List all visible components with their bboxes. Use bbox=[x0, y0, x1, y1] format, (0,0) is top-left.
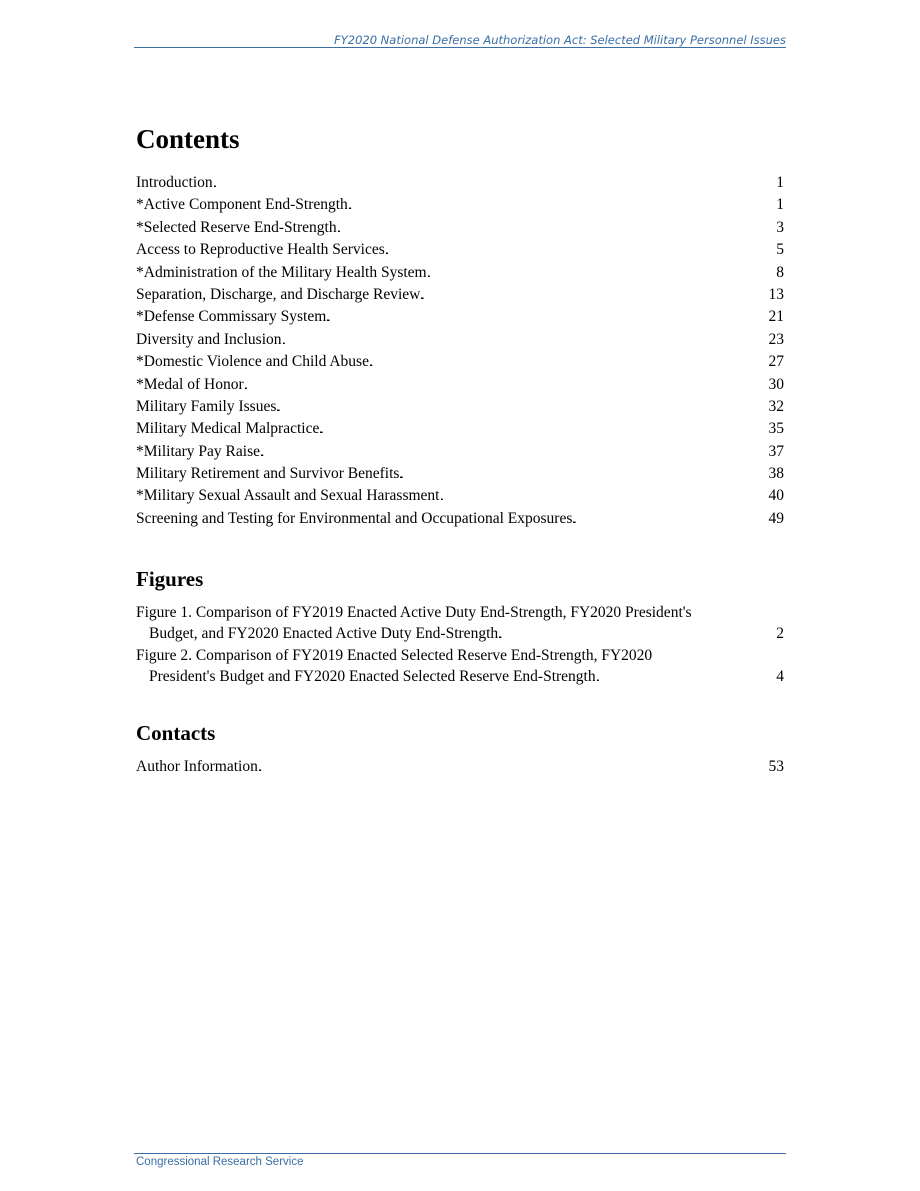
figure-entry[interactable] bbox=[136, 645, 784, 688]
leader-dots bbox=[370, 351, 767, 373]
contacts-list bbox=[136, 756, 784, 778]
toc-entry-title: Introduction bbox=[136, 174, 213, 191]
toc-entry[interactable] bbox=[136, 217, 784, 239]
toc-entry-page: 38 bbox=[768, 465, 784, 483]
toc-entry[interactable] bbox=[136, 374, 784, 396]
contact-entry[interactable] bbox=[136, 756, 784, 778]
toc-entry-page: 37 bbox=[768, 442, 784, 460]
toc-entry-page: 32 bbox=[768, 397, 784, 415]
toc-entry[interactable] bbox=[136, 418, 784, 440]
toc-entry-title: *Military Sexual Assault and Sexual Harassment bbox=[136, 487, 440, 505]
contacts-heading: Contacts bbox=[136, 721, 216, 745]
figures-heading: Figures bbox=[136, 567, 204, 591]
figure-entry-page: 2 bbox=[776, 625, 784, 642]
toc-entry-title: Military Family Issues bbox=[136, 397, 277, 415]
toc-entry-page: 27 bbox=[768, 353, 784, 371]
toc-entry-page: 8 bbox=[776, 263, 784, 281]
leader-dots bbox=[441, 485, 767, 507]
toc-entry-page: 5 bbox=[776, 241, 784, 259]
toc-entry-title: Screening and Testing for Environmental and Occupational Exposures bbox=[136, 509, 573, 527]
toc-entry-title: Military Medical Malpractice bbox=[136, 420, 320, 438]
toc-entry-title: Access to Reproductive Health Services bbox=[136, 241, 385, 259]
leader-dots bbox=[428, 262, 775, 284]
toc-entry[interactable] bbox=[136, 284, 784, 306]
toc-entry-title: *Domestic Violence and Child Abuse bbox=[136, 353, 369, 371]
toc-entry-title: *Active Component End-Strength bbox=[136, 196, 348, 214]
leader-dots bbox=[320, 418, 766, 440]
leader-dots bbox=[327, 306, 766, 328]
leader-dots bbox=[386, 239, 774, 261]
contact-entry-title: Author Information bbox=[136, 758, 258, 775]
toc-entry[interactable] bbox=[136, 463, 784, 485]
toc-entry[interactable] bbox=[136, 441, 784, 463]
figure-entry-title-line2: Budget, and FY2020 Enacted Active Duty End-Strength bbox=[149, 625, 499, 642]
toc-entry[interactable] bbox=[136, 329, 784, 351]
toc-entry-title: *Military Pay Raise bbox=[136, 442, 260, 460]
leader-dots bbox=[261, 441, 767, 463]
toc-entry[interactable] bbox=[136, 508, 784, 530]
figures-list bbox=[136, 602, 784, 689]
leader-dots bbox=[214, 172, 775, 194]
toc-entry-page: 1 bbox=[776, 196, 784, 214]
leader-dots bbox=[338, 217, 775, 239]
figure-entry-page: 4 bbox=[776, 668, 784, 686]
figure-entry[interactable] bbox=[136, 602, 784, 645]
toc-entry-title: *Defense Commissary System bbox=[136, 308, 327, 326]
figure-entry-title-line2: President's Budget and FY2020 Enacted Selected Reserve End-Strength bbox=[149, 668, 596, 686]
toc-entry-page: 30 bbox=[768, 375, 784, 393]
toc-entry-title: Diversity and Inclusion bbox=[136, 330, 282, 348]
toc-entry[interactable] bbox=[136, 306, 784, 328]
running-header: FY2020 National Defense Authorization Act: Selected Military Personnel Issues bbox=[334, 33, 786, 47]
leader-dots bbox=[421, 284, 766, 306]
figure-entry-title-line1: Figure 2. Comparison of FY2019 Enacted Selected Reserve End-Strength, FY2020 bbox=[136, 647, 653, 665]
footer-rule bbox=[134, 1153, 786, 1154]
toc-entry-page: 3 bbox=[776, 218, 784, 236]
toc-entry-page: 23 bbox=[768, 330, 784, 348]
toc-entry[interactable] bbox=[136, 351, 784, 373]
leader-dots bbox=[597, 666, 775, 688]
leader-dots bbox=[400, 463, 766, 485]
toc-entry-title: Military Retirement and Survivor Benefits bbox=[136, 465, 400, 483]
toc-entry[interactable] bbox=[136, 262, 784, 284]
toc-entry[interactable] bbox=[136, 194, 784, 216]
toc-entry-title: Separation, Discharge, and Discharge Review bbox=[136, 285, 421, 303]
leader-dots bbox=[499, 623, 774, 645]
leader-dots bbox=[349, 194, 774, 216]
toc-entry-title: *Medal of Honor bbox=[136, 375, 244, 393]
toc-entry[interactable] bbox=[136, 485, 784, 507]
toc-entry-page: 35 bbox=[768, 420, 784, 438]
toc-entry-title: *Selected Reserve End-Strength bbox=[136, 218, 337, 236]
header-rule bbox=[134, 47, 786, 48]
contact-entry-page: 53 bbox=[768, 758, 784, 775]
toc-entry-page: 49 bbox=[768, 509, 784, 527]
toc-entry[interactable] bbox=[136, 396, 784, 418]
toc-entry-page: 13 bbox=[768, 285, 784, 303]
leader-dots bbox=[277, 396, 766, 418]
leader-dots bbox=[573, 508, 766, 530]
leader-dots bbox=[245, 374, 767, 396]
toc-entry-title: *Administration of the Military Health System bbox=[136, 263, 427, 281]
toc-entry-page: 40 bbox=[768, 487, 784, 505]
toc-entry[interactable] bbox=[136, 172, 784, 194]
figure-entry-title-line1: Figure 1. Comparison of FY2019 Enacted Active Duty End-Strength, FY2020 President's bbox=[136, 604, 692, 621]
footer-text: Congressional Research Service bbox=[136, 1156, 304, 1168]
leader-dots bbox=[259, 756, 767, 778]
toc-entry[interactable] bbox=[136, 239, 784, 261]
toc-entry-page: 21 bbox=[768, 308, 784, 326]
toc-entry-page: 1 bbox=[776, 174, 784, 191]
contents-heading: Contents bbox=[136, 124, 240, 154]
contents-list bbox=[136, 172, 784, 530]
leader-dots bbox=[283, 329, 767, 351]
